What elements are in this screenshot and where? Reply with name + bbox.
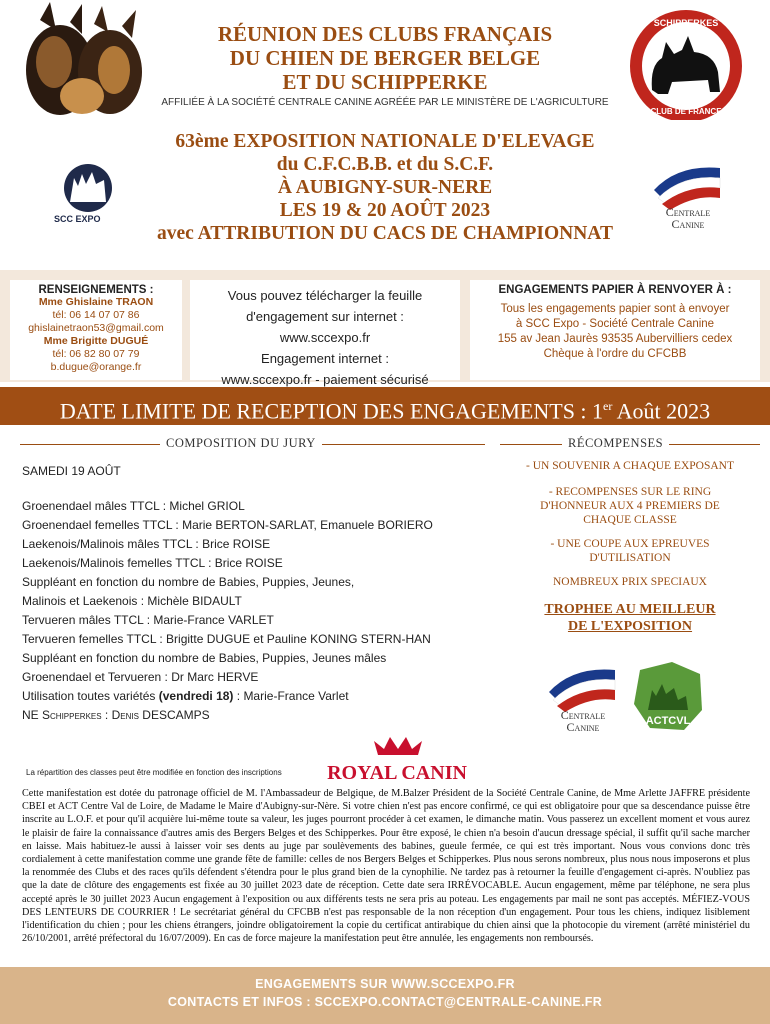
contact-email-2[interactable]: b.dugue@orange.fr: [50, 361, 142, 373]
util-prefix: Utilisation toutes variétés: [22, 689, 159, 703]
telechargement-box: [190, 280, 460, 387]
engagements-papier-line-2: à SCC Expo - Société Centrale Canine: [515, 318, 715, 330]
ne-judge: Denis DESCAMPS: [111, 708, 210, 722]
recompense-item-3-line-1: - UNE COUPE AUX EPREUVES: [550, 538, 710, 550]
jury-line: Groenendael femelles TTCL : Marie BERTON-SARLAT, Emanuele BORIERO: [22, 518, 433, 532]
recompense-item-2-line-3: CHAQUE CLASSE: [583, 514, 677, 526]
manifestation-paragraph: Cette manifestation est dotée du patronage officiel de M. l'Ambassadeur de Belgique, de M.Balzer Président de la Société Centrale Canine, de Mme Arlette JAFFRE présidente CBEI et ACT Centre Val de Loire, de Madame le Maire d'Aubigny-sur-Nère. Si votre chien n'est pas encore confirmé, ce qui est obligatoire pour que sa descendance puisse être inscrite au L.O.F. et pour qu'il acquière lui-même toute sa valeur, les juges pourront procéder à cet examen, le dimanche matin. Vous passerez un excellent moment et vous aurez le plaisir de faire la connaissance d'autres amis des Bergers Belges et des Schipperkes. Pour être exposé, le chien n'a besoin d'aucun dressage spécial, il suffit qu'il sache marcher en laisse. Mais habituez-le aussi à laisser voir ses dents au juge par soulèvements des babines, gueule fermée, ce qui est très important. Nous vous convions donc très cordialement à cette manifestation comme une grande fête de famille: celles de nos Bergers Belges et Schipperkes. Plus nous serons nombreux, plus nous nous imposerons et plus la renommée des Clubs et des races qu'ils défendent s'étendra pour le plus grand bien de la cynophilie. Ne tardez pas à retourner la feuille d'engagement ci-après. N'oubliez pas que la date de clôture des engagements est fixée au 30 juillet 2023 date de réception. Cette date sera IRRÉVOCABLE. Aucun engagement, même par téléphone, ne sera plus accepté après le 30 juillet 2023 Aucun engagement à l'exposition ou aux différents tests ne sera pris au poteau. Les engagements par mail ne sont pas acceptés. MÉFIEZ-VOUS DES LENTEURS DE COURRIER ! Le secrétariat général du CFCBB n'est pas responsable de la non réception d'un engagement. Pour tous les chiens, indiquez lisiblement l'identification du chien ; pour les chiens étrangers, joindre obligatoirement la copie du certificat antirabique du chien ainsi que la photocopie du virement (arrêté ministériel du 26/10/2001, arrêté préfectoral du 16/07/2009). En cas de force majeure la manifestation peut être annulée, les engagements non remboursés.: [22, 788, 750, 945]
telechargement-link[interactable]: www.sccexpo.fr: [279, 330, 371, 345]
contact-phone-1: tél: 06 14 07 07 86: [52, 309, 140, 321]
ne-prefix: NE: [22, 708, 43, 722]
jury-day: SAMEDI 19 AOÛT: [22, 464, 121, 478]
actcvl-logo-text: ACTCVL: [645, 715, 691, 727]
footer-contact-line[interactable]: CONTACTS ET INFOS : SCCEXPO.CONTACT@CENTRALE-CANINE.FR: [167, 995, 603, 1009]
expo-title-line-1: 63ème EXPOSITION NATIONALE D'ELEVAGE: [175, 131, 595, 152]
expo-title-line-5: avec ATTRIBUTION DU CACS DE CHAMPIONNAT: [157, 223, 613, 244]
jury-line: Groenendael mâles TTCL : Michel GRIOL: [22, 499, 245, 513]
contact-email-1[interactable]: ghislainetraon53@gmail.com: [28, 322, 164, 334]
jury-heading: [20, 434, 485, 454]
svg-text:CLUB DE FRANCE: CLUB DE FRANCE: [650, 107, 722, 116]
trophy-line-2: DE L'EXPOSITION: [567, 619, 693, 634]
jury-line: Suppléant en fonction du nombre de Babies, Puppies, Jeunes mâles: [22, 651, 387, 665]
jury-line: Tervueren femelles TTCL : Brigitte DUGUE et Pauline KONING STERN-HAN: [22, 632, 431, 646]
club-title: [150, 22, 620, 94]
ne-mid: :: [101, 708, 112, 722]
contact-phone-2: tél: 06 82 80 07 79: [52, 348, 140, 360]
recompense-item-2-line-1: - RECOMPENSES SUR LE RING: [548, 486, 712, 498]
club-title-line-3: ET DU SCHIPPERKE: [282, 70, 488, 94]
jury-line: Groenendael et Tervueren : Dr Marc HERVE: [22, 670, 259, 684]
jury-list: [22, 462, 482, 725]
engagements-papier-title: ENGAGEMENTS PAPIER À RENVOYER À :: [498, 284, 732, 296]
club-title-line-1: RÉUNION DES CLUBS FRANÇAIS: [217, 22, 553, 46]
util-bold: (vendredi 18): [158, 689, 234, 703]
deadline-end: Août 2023: [612, 398, 711, 424]
deadline-text: DATE LIMITE DE RECEPTION DES ENGAGEMENTS : 1: [59, 398, 604, 424]
centrale-logo-line1: Centrale: [665, 205, 711, 219]
trophy-line-1: TROPHEE AU MEILLEUR: [544, 602, 716, 617]
engagements-papier-line-1: Tous les engagements papier sont à envoyer: [500, 303, 730, 315]
engagements-papier-line-3: 155 av Jean Jaurès 93535 Aubervilliers cedex: [497, 333, 733, 345]
renseignements-title: RENSEIGNEMENTS :: [38, 284, 154, 296]
expo-title-line-4: LES 19 & 20 AOÛT 2023: [279, 200, 491, 221]
recompense-item-4: NOMBREUX PRIX SPECIAUX: [553, 576, 707, 588]
centrale-logo-line2: Canine: [671, 217, 705, 230]
expo-title-line-2: du C.F.C.B.B. et du S.C.F.: [276, 154, 494, 175]
affiliation-text: AFFILIÉE À LA SOCIÉTÉ CENTRALE CANINE AGRÉÉE PAR LE MINISTÈRE DE L'AGRICULTURE: [161, 97, 609, 108]
jury-line-utilisation: [22, 687, 482, 706]
recompenses-heading: [500, 434, 760, 454]
contact-name-2: Mme Brigitte DUGUÉ: [43, 335, 149, 347]
recompense-item-3-line-2: D'UTILISATION: [589, 552, 671, 564]
jury-heading-label: COMPOSITION DU JURY: [160, 436, 322, 451]
recompense-item-1: - UN SOUVENIR A CHAQUE EXPOSANT: [526, 460, 734, 472]
recompenses-list: [500, 459, 760, 635]
royal-canin-logo-text: ROYAL CANIN: [327, 762, 467, 783]
actcvl-logo: [632, 660, 704, 732]
scc-expo-logo-text: SCC EXPO: [54, 214, 101, 224]
jury-line: Malinois et Laekenois : Michèle BIDAULT: [22, 594, 242, 608]
centrale-canine-logo-2: [545, 662, 620, 732]
belgian-shepherd-dogs-logo: [12, 0, 152, 115]
deadline-sup: er: [603, 399, 613, 413]
footer-engagements-link[interactable]: ENGAGEMENTS SUR WWW.SCCEXPO.FR: [255, 977, 515, 991]
telechargement-line-4: Engagement internet :: [261, 351, 389, 366]
engagements-papier-box: [470, 280, 760, 380]
telechargement-line-1: Vous pouvez télécharger la feuille: [227, 288, 423, 303]
schipperke-club-de-france-logo: [622, 10, 750, 120]
recompenses-heading-label: RÉCOMPENSES: [562, 436, 669, 451]
jury-line: Laekenois/Malinois mâles TTCL : Brice ROISE: [22, 537, 271, 551]
club-title-line-2: DU CHIEN DE BERGER BELGE: [229, 46, 541, 70]
expo-title-line-3: À AUBIGNY-SUR-NERE: [277, 177, 493, 198]
repartition-note: La répartition des classes peut être modifiée en fonction des inscriptions: [26, 768, 282, 777]
jury-line: Laekenois/Malinois femelles TTCL : Brice ROISE: [22, 556, 283, 570]
deadline-banner: [0, 387, 770, 425]
ne-breed: Schipperkes: [42, 708, 102, 722]
contact-name-1: Mme Ghislaine TRAON: [38, 296, 154, 308]
renseignements-box: [10, 280, 182, 380]
recompense-item-2-line-2: D'HONNEUR AUX 4 PREMIERS DE: [540, 500, 720, 512]
telechargement-line-2: d'engagement sur internet :: [246, 309, 404, 324]
cc2-logo-line1: Centrale: [560, 708, 606, 722]
svg-text:SCHIPPERKES: SCHIPPERKES: [653, 18, 719, 28]
jury-line: Suppléant en fonction du nombre de Babies, Puppies, Jeunes,: [22, 575, 355, 589]
jury-line-ne: [22, 706, 482, 725]
telechargement-secure-link[interactable]: www.sccexpo.fr - paiement sécurisé: [221, 372, 429, 387]
footer-band: [0, 967, 770, 1024]
util-suffix: : Marie-France Varlet: [233, 689, 349, 703]
jury-line: Tervueren mâles TTCL : Marie-France VARLET: [22, 613, 274, 627]
royal-canin-logo: [320, 737, 475, 783]
engagements-papier-line-4: Chèque à l'ordre du CFCBB: [543, 348, 687, 360]
cc2-logo-line2: Canine: [566, 720, 600, 732]
expo-title: [100, 130, 670, 245]
